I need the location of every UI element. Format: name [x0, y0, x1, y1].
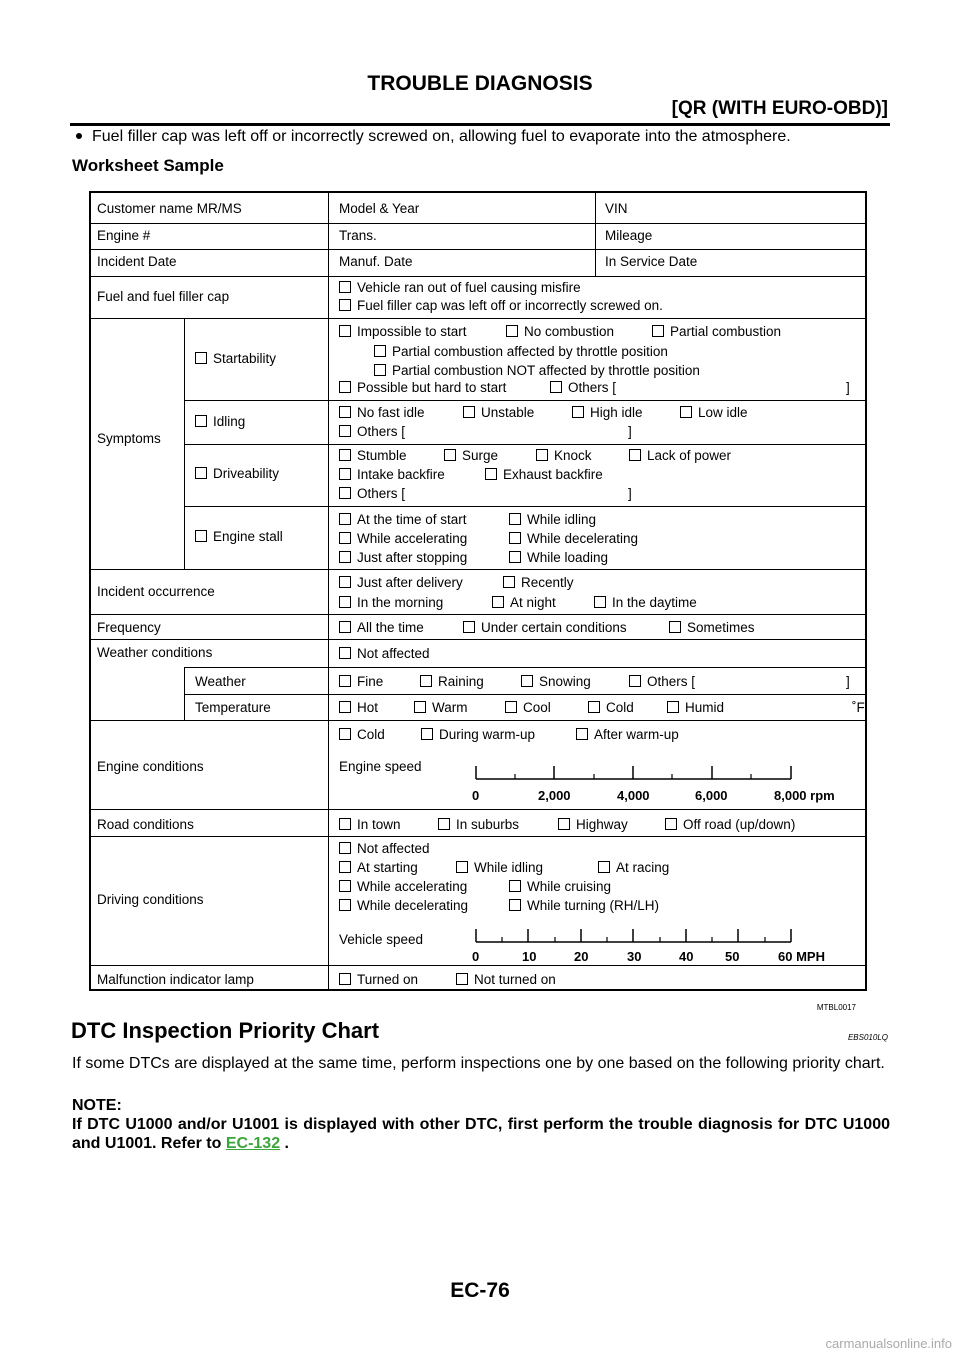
engine-speed-tick: 8,000 rpm: [774, 788, 835, 803]
checkbox[interactable]: [339, 675, 351, 687]
st-no-combustion[interactable]: No combustion: [506, 324, 614, 340]
figure-code: MTBL0017: [816, 1003, 856, 1012]
st-impossible[interactable]: Impossible to start: [339, 324, 467, 340]
checkbox[interactable]: [339, 818, 351, 830]
worksheet-form: [89, 191, 867, 991]
incident-date-label: Incident Date: [97, 254, 177, 269]
checkbox[interactable]: [629, 449, 641, 461]
driveability-option[interactable]: Driveability: [195, 466, 279, 482]
checkbox[interactable]: [339, 425, 351, 437]
model-year-label: Model & Year: [339, 201, 420, 216]
row-divider: [185, 667, 867, 668]
checkbox[interactable]: [339, 647, 351, 659]
dr-knock[interactable]: Knock: [536, 448, 592, 464]
engine-speed-scale: [471, 765, 801, 785]
dc-turning[interactable]: While turning (RH/LH): [509, 898, 659, 914]
io-delivery[interactable]: Just after delivery: [339, 575, 463, 591]
checkbox[interactable]: [463, 406, 475, 418]
checkbox[interactable]: [598, 861, 610, 873]
checkbox[interactable]: [339, 299, 351, 311]
dc-accel[interactable]: While accelerating: [339, 879, 467, 895]
st-partial-not[interactable]: Partial combustion NOT affected by throttle position: [374, 363, 700, 379]
checkbox[interactable]: [374, 364, 386, 376]
dr-stumble[interactable]: Stumble: [339, 448, 407, 464]
checkbox[interactable]: [509, 513, 521, 525]
es-decel[interactable]: While decelerating: [509, 531, 638, 547]
bracket-close: ]: [628, 424, 632, 439]
checkbox[interactable]: [680, 406, 692, 418]
row-divider: [91, 318, 867, 319]
checkbox[interactable]: [665, 818, 677, 830]
trans-label: Trans.: [339, 228, 377, 243]
temp-unit: ˚F: [852, 700, 865, 715]
customer-name-label: Customer name MR/MS: [97, 201, 242, 216]
id-others[interactable]: Others [: [339, 424, 405, 440]
checkbox[interactable]: [444, 449, 456, 461]
st-partial[interactable]: Partial combustion: [652, 324, 781, 340]
w-fine[interactable]: Fine: [339, 674, 383, 690]
checkbox[interactable]: [421, 728, 433, 740]
page-number: EC-76: [450, 1279, 510, 1302]
fuel-opt1[interactable]: Vehicle ran out of fuel causing misfire: [339, 280, 581, 296]
t-cold[interactable]: Cold: [588, 700, 634, 716]
checkbox[interactable]: [558, 818, 570, 830]
bracket-close: ]: [628, 486, 632, 501]
checkbox[interactable]: [195, 352, 207, 364]
checkbox[interactable]: [339, 551, 351, 563]
fuel-label: Fuel and fuel filler cap: [97, 289, 230, 304]
t-warm[interactable]: Warm: [414, 700, 468, 716]
vehicle-speed-tick: 40: [679, 949, 694, 964]
es-loading[interactable]: While loading: [509, 550, 608, 566]
incident-occurrence-label: Incident occurrence: [97, 584, 215, 599]
checkbox[interactable]: [339, 487, 351, 499]
checkbox[interactable]: [339, 532, 351, 544]
checkbox[interactable]: [509, 880, 521, 892]
st-others[interactable]: Others [: [550, 380, 616, 396]
checkbox[interactable]: [414, 701, 426, 713]
checkbox[interactable]: [576, 728, 588, 740]
dc-cruising[interactable]: While cruising: [509, 879, 611, 895]
vehicle-speed-tick: 20: [574, 949, 589, 964]
w-snowing[interactable]: Snowing: [521, 674, 591, 690]
checkbox[interactable]: [521, 675, 533, 687]
dr-surge[interactable]: Surge: [444, 448, 498, 464]
checkbox[interactable]: [572, 406, 584, 418]
checkbox[interactable]: [339, 973, 351, 985]
id-no-fast[interactable]: No fast idle: [339, 405, 425, 421]
io-morning[interactable]: In the morning: [339, 595, 443, 611]
checkbox[interactable]: [509, 899, 521, 911]
checkbox[interactable]: [339, 880, 351, 892]
in-service-date-label: In Service Date: [605, 254, 698, 269]
checkbox[interactable]: [339, 728, 351, 740]
row-divider: [91, 809, 867, 810]
engine-speed-tick: 6,000: [695, 788, 728, 803]
checkbox[interactable]: [550, 381, 562, 393]
checkbox[interactable]: [339, 281, 351, 293]
io-daytime[interactable]: In the daytime: [594, 595, 697, 611]
row-divider: [185, 400, 867, 401]
io-night[interactable]: At night: [492, 595, 556, 611]
vehicle-speed-tick: 60 MPH: [778, 949, 825, 964]
fr-sometimes[interactable]: Sometimes: [669, 620, 755, 636]
ec-cold[interactable]: Cold: [339, 727, 385, 743]
dc-racing[interactable]: At racing: [598, 860, 669, 876]
dr-lack[interactable]: Lack of power: [629, 448, 731, 464]
engine-speed-tick: 0: [472, 788, 480, 803]
vehicle-speed-tick: 0: [472, 949, 480, 964]
page-subtitle: [QR (WITH EURO-OBD)]: [671, 98, 888, 119]
checkbox[interactable]: [667, 701, 679, 713]
checkbox[interactable]: [503, 576, 515, 588]
idling-option[interactable]: Idling: [195, 414, 245, 430]
checkbox[interactable]: [339, 621, 351, 633]
row-divider: [91, 836, 867, 837]
temperature-label: Temperature: [195, 700, 271, 715]
weather-conditions-label: Weather conditions: [97, 645, 213, 660]
checkbox[interactable]: [339, 406, 351, 418]
page-title: TROUBLE DIAGNOSIS: [367, 72, 593, 95]
worksheet-title: Worksheet Sample: [72, 156, 224, 175]
bullet-item: [74, 128, 791, 146]
bullet-icon: [76, 133, 82, 139]
checkbox[interactable]: [195, 530, 207, 542]
checkbox[interactable]: [339, 576, 351, 588]
checkbox[interactable]: [492, 596, 504, 608]
w-raining[interactable]: Raining: [420, 674, 484, 690]
watermark: carmanualsonline.info: [825, 1336, 952, 1351]
ec-warmup[interactable]: During warm-up: [421, 727, 535, 743]
checkbox[interactable]: [485, 468, 497, 480]
row-divider: [91, 249, 867, 250]
startability-option[interactable]: Startability: [195, 351, 276, 367]
checkbox[interactable]: [438, 818, 450, 830]
dc-starting[interactable]: At starting: [339, 860, 418, 876]
w-others[interactable]: Others [: [629, 674, 695, 690]
checkbox[interactable]: [669, 621, 681, 633]
symptoms-label: Symptoms: [97, 431, 161, 446]
io-recently[interactable]: Recently: [503, 575, 574, 591]
es-stopping[interactable]: Just after stopping: [339, 550, 467, 566]
checkbox[interactable]: [195, 415, 207, 427]
checkbox[interactable]: [588, 701, 600, 713]
vehicle-speed-scale: [471, 928, 801, 948]
col-divider: [184, 318, 185, 569]
dr-others[interactable]: Others [: [339, 486, 405, 502]
row-divider: [185, 506, 867, 507]
checkbox[interactable]: [339, 449, 351, 461]
vehicle-speed-tick: 50: [725, 949, 740, 964]
checkbox[interactable]: [536, 449, 548, 461]
engine-speed-tick: 2,000: [538, 788, 571, 803]
row-divider: [185, 444, 867, 445]
checkbox[interactable]: [195, 467, 207, 479]
row-divider: [91, 720, 867, 721]
engine-stall-option[interactable]: Engine stall: [195, 529, 283, 545]
row-divider: [91, 223, 867, 224]
frequency-label: Frequency: [97, 620, 161, 635]
es-accel[interactable]: While accelerating: [339, 531, 467, 547]
row-divider: [91, 639, 867, 640]
st-possible[interactable]: Possible but hard to start: [339, 380, 506, 396]
bullet-text: Fuel filler cap was left off or incorrectly screwed on, allowing fuel to evaporate into the atmosphere.: [92, 128, 791, 145]
mil-on[interactable]: Turned on: [339, 972, 418, 988]
checkbox[interactable]: [509, 532, 521, 544]
t-humid[interactable]: Humid: [667, 700, 724, 716]
engine-speed-label: Engine speed: [339, 759, 422, 774]
checkbox[interactable]: [339, 381, 351, 393]
checkbox[interactable]: [420, 675, 432, 687]
engine-no-label: Engine #: [97, 228, 151, 243]
row-divider: [91, 965, 867, 966]
checkbox[interactable]: [505, 701, 517, 713]
dr-exhaust[interactable]: Exhaust backfire: [485, 467, 603, 483]
row-divider: [185, 694, 867, 695]
checkbox[interactable]: [629, 675, 641, 687]
checkbox[interactable]: [506, 325, 518, 337]
checkbox[interactable]: [652, 325, 664, 337]
checkbox[interactable]: [339, 899, 351, 911]
checkbox[interactable]: [456, 973, 468, 985]
section-title: DTC Inspection Priority Chart: [71, 1018, 380, 1043]
note-heading: NOTE:: [72, 1097, 122, 1114]
ec-after[interactable]: After warm-up: [576, 727, 679, 743]
id-unstable[interactable]: Unstable: [463, 405, 534, 421]
checkbox[interactable]: [509, 551, 521, 563]
checkbox[interactable]: [456, 861, 468, 873]
mileage-label: Mileage: [605, 228, 653, 243]
checkbox[interactable]: [339, 325, 351, 337]
section-code: EBS010LQ: [847, 1033, 888, 1042]
dr-intake[interactable]: Intake backfire: [339, 467, 445, 483]
ec-132-link[interactable]: EC-132: [225, 1135, 281, 1152]
row-divider: [91, 614, 867, 615]
rc-suburbs[interactable]: In suburbs: [438, 817, 519, 833]
road-conditions-label: Road conditions: [97, 817, 194, 832]
col-divider: [184, 667, 185, 720]
vehicle-speed-label: Vehicle speed: [339, 932, 424, 947]
bracket-close: ]: [846, 674, 850, 689]
fr-certain[interactable]: Under certain conditions: [463, 620, 627, 636]
bracket-close: ]: [846, 380, 850, 395]
id-high[interactable]: High idle: [572, 405, 643, 421]
checkbox[interactable]: [339, 513, 351, 525]
col-divider: [328, 193, 329, 989]
row-divider: [91, 569, 867, 570]
driving-conditions-label: Driving conditions: [97, 892, 204, 907]
engine-conditions-label: Engine conditions: [97, 759, 204, 774]
dc-idling[interactable]: While idling: [456, 860, 543, 876]
weather-label: Weather: [195, 674, 246, 689]
mil-not-on[interactable]: Not turned on: [456, 972, 556, 988]
note-text: If DTC U1000 and/or U1001 is displayed with other DTC, first perform the trouble diagnosis for DTC U1000 and U1001. Refer to EC-132 .: [72, 1116, 890, 1152]
manuf-date-label: Manuf. Date: [339, 254, 413, 269]
wc-not-affected[interactable]: Not affected: [339, 646, 430, 662]
id-low[interactable]: Low idle: [680, 405, 748, 421]
checkbox[interactable]: [463, 621, 475, 633]
checkbox[interactable]: [339, 701, 351, 713]
rc-town[interactable]: In town: [339, 817, 401, 833]
fuel-opt2[interactable]: Fuel filler cap was left off or incorrectly screwed on.: [339, 298, 663, 314]
st-partial-throttle[interactable]: Partial combustion affected by throttle position: [374, 344, 668, 360]
rc-highway[interactable]: Highway: [558, 817, 628, 833]
header-rule: [70, 123, 890, 126]
es-start[interactable]: At the time of start: [339, 512, 467, 528]
vehicle-speed-tick: 10: [522, 949, 537, 964]
dc-decel[interactable]: While decelerating: [339, 898, 468, 914]
es-idling[interactable]: While idling: [509, 512, 596, 528]
rc-offroad[interactable]: Off road (up/down): [665, 817, 795, 833]
checkbox[interactable]: [339, 842, 351, 854]
t-hot[interactable]: Hot: [339, 700, 378, 716]
dc-not-affected[interactable]: Not affected: [339, 841, 430, 857]
vehicle-speed-tick: 30: [627, 949, 642, 964]
engine-speed-tick: 4,000: [617, 788, 650, 803]
t-cool[interactable]: Cool: [505, 700, 551, 716]
checkbox[interactable]: [339, 861, 351, 873]
fr-all[interactable]: All the time: [339, 620, 424, 636]
checkbox[interactable]: [594, 596, 606, 608]
row-divider: [91, 276, 867, 277]
vin-label: VIN: [605, 201, 628, 216]
checkbox[interactable]: [374, 345, 386, 357]
checkbox[interactable]: [339, 596, 351, 608]
checkbox[interactable]: [339, 468, 351, 480]
mil-label: Malfunction indicator lamp: [97, 972, 254, 987]
paragraph: If some DTCs are displayed at the same time, perform inspections one by one based on the following priority chart.: [72, 1055, 885, 1072]
col-divider: [595, 193, 596, 276]
